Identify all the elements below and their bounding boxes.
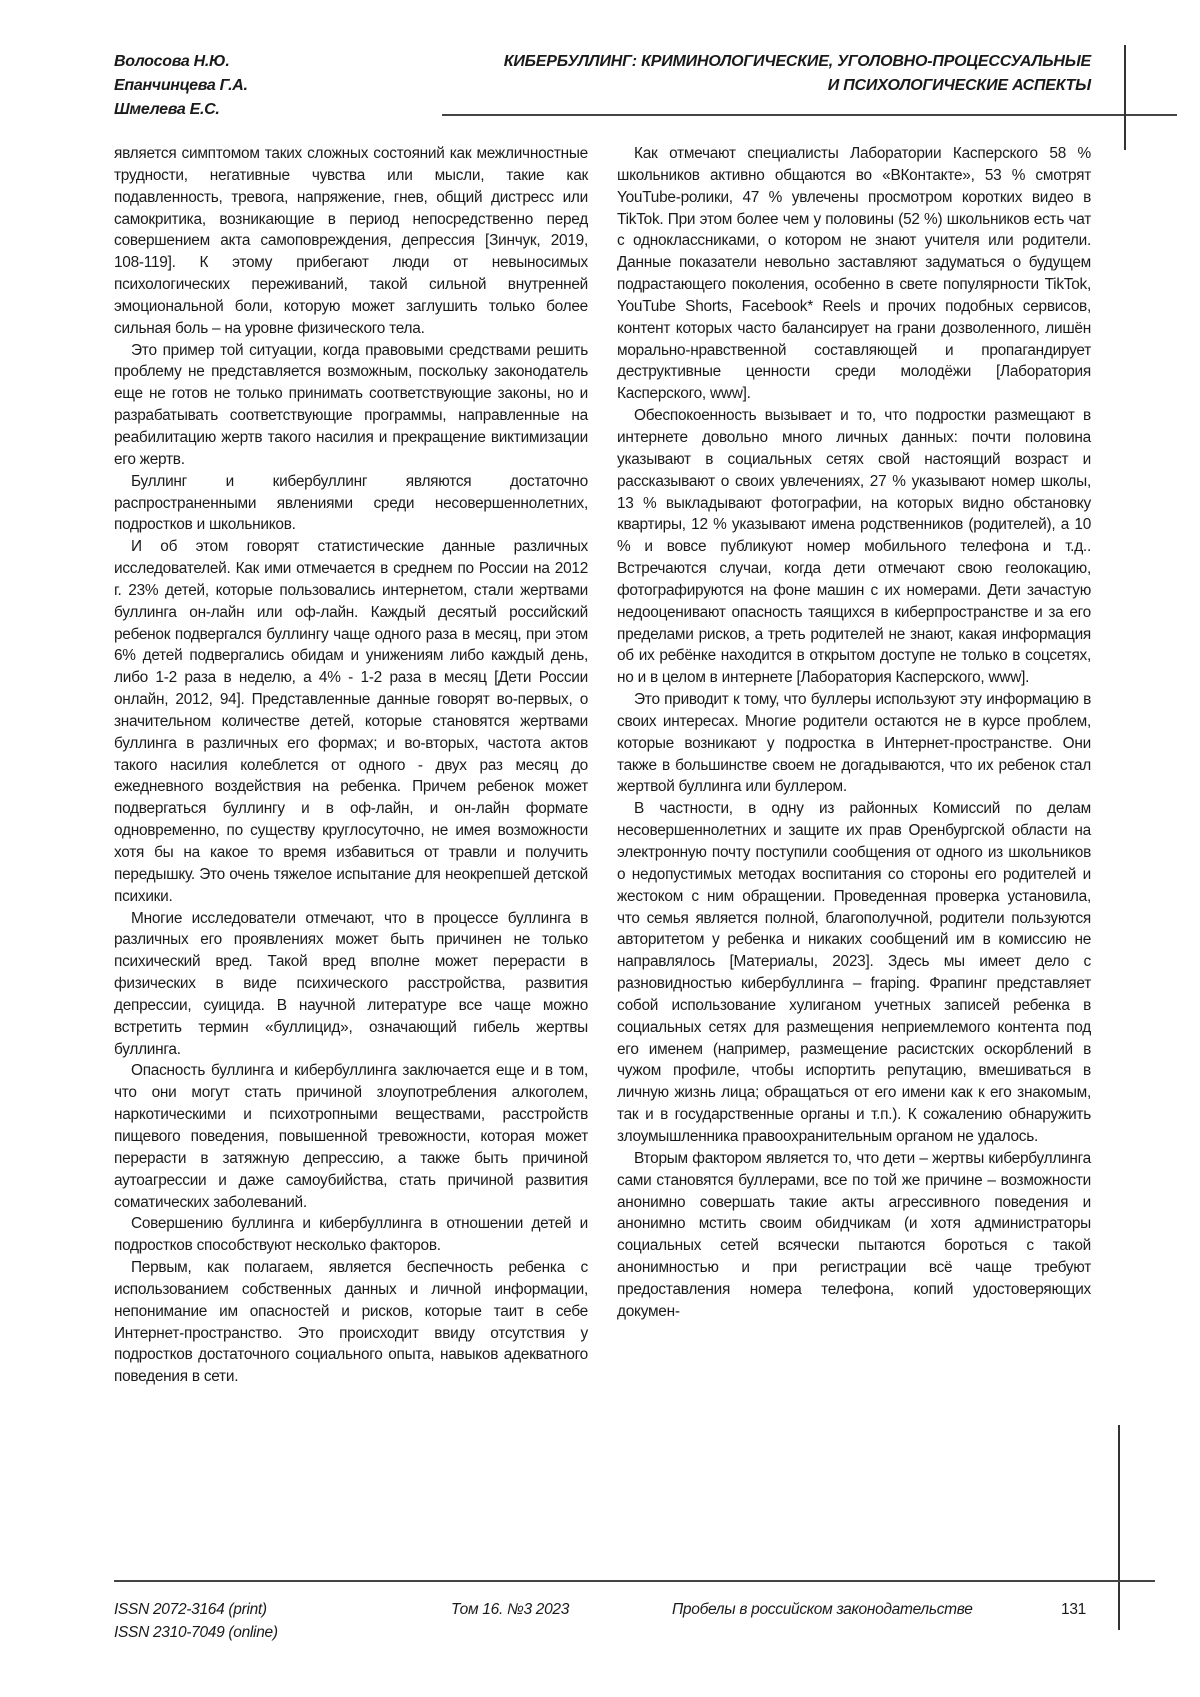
paragraph: Как отмечают специалисты Лаборатории Касперского 58 % школьников активно общаются во «ВКонтакте», 53 % смотрят YouTube-ролики, 47 % увлечены просмотром коротких видео в TikTok. При этом более чем у половины (52 %) школьников есть чат с одноклассниками, о котором не знают учителя или родители. Данные показатели невольно заставляют задуматься о будущем подрастающего поколения, особенно в свете популярности TikTok, YouTube Shorts, Facebook* Reels и прочих подобных сервисов, контент которых часто балансирует на грани дозволенного, лишён морально-нравственной составляющей и пропагандирует деструктивные ценности среди молодёжи [Лаборатория Касперского, www].: [617, 143, 1091, 405]
authors: [114, 50, 248, 122]
paragraph: Это пример той ситуации, когда правовыми средствами решить проблему не представляется возможным, поскольку законодатель еще не готов не только принимать соответствующие законы, но и разрабатывать соответствующие программы, направленные на реабилитацию жертв такого насилия и прекращение виктимизации его жертв.: [114, 340, 588, 471]
page-number: 131: [1061, 1598, 1086, 1621]
title-line-2: И ПСИХОЛОГИЧЕСКИЕ АСПЕКТЫ: [504, 74, 1091, 98]
footer-vertical-rule: [1118, 1425, 1120, 1630]
paragraph: является симптомом таких сложных состояний как межличностные трудности, негативные чувства или мысли, такие как подавленность, тревога, напряжение, гнев, общий дистресс или самокритика, возникающие в период непосредственно перед совершением акта самоповреждения, депрессия [Зинчук, 2019, 108-119]. К этому прибегают люди от невыносимых психологических переживаний, такой сильной внутренней эмоциональной боли, которую может заглушить только более сильная боль – на уровне физического тела.: [114, 143, 588, 340]
paragraph: Обеспокоенность вызывает и то, что подростки размещают в интернете довольно много личных данных: почти половина указывают в социальных сетях свой настоящий возраст и рассказывают о своих увлечениях, 27 % указывают номер школы, 13 % выкладывают фотографии, на которых видно обстановку квартиры, 12 % указывают имена родственников (родителей), а 10 % и вовсе публикуют номер мобильного телефона и т.д.. Встречаются случаи, когда дети отмечают свою геолокацию, фотографируются на фоне машин с их номерами. Дети зачастую недооценивают опасность таящихся в киберпространстве и за его пределами рисков, а треть родителей не знают, какая информация об их ребёнке находится в открытом доступе не только в соцсетях, но и в целом в интернете [Лаборатория Касперского, www].: [617, 405, 1091, 689]
right-column: [617, 143, 1091, 1323]
paragraph: И об этом говорят статистические данные различных исследователей. Как ими отмечается в среднем по России на 2012 г. 23% детей, которые пользовались интернетом, стали жертвами буллинга он-лайн или оф-лайн. Каждый десятый российский ребенок подвергался буллингу чаще одного раза в месяц, при этом 6% детей подвергались обидам и унижениям либо каждый день, либо 1-2 раза в неделю, а 4% - 1-2 раза в месяц [Дети России онлайн, 2012, 94]. Представленные данные говорят во-первых, о значительном количестве детей, которые становятся жертвами буллинга в различных его формах; и во-вторых, частота актов такого насилия колеблется от одного - двух раз месяц до ежедневного воздействия на ребенка. Причем ребенок может подвергаться буллингу и в оф-лайн, и он-лайн формате одновременно, по существу круглосуточно, не имея возможности хотя бы на какое то время избавиться от травли и получить передышку. Это очень тяжелое испытание для неокрепшей детской психики.: [114, 536, 588, 907]
paragraph: Первым, как полагаем, является беспечность ребенка с использованием собственных данных и личной информации, непонимание им опасностей и рисков, которые таит в себе Интернет-пространство. Это происходит ввиду отсутствия у подростков достаточного социального опыта, навыков адекватного поведения в сети.: [114, 1257, 588, 1388]
paragraph: Опасность буллинга и кибербуллинга заключается еще и в том, что они могут стать причиной злоупотребления алкоголем, наркотическими и психотропными веществами, расстройств пищевого поведения, повышенной тревожности, которая может перерасти в затяжную депрессию, а также быть причиной аутоагрессии и даже самоубийства, стать причиной развития соматических заболеваний.: [114, 1060, 588, 1213]
header-divider: [442, 114, 1177, 116]
author-1: Волосова Н.Ю.: [114, 50, 248, 74]
paragraph: Совершению буллинга и кибербуллинга в отношении детей и подростков способствуют несколько факторов.: [114, 1213, 588, 1257]
left-column: [114, 143, 588, 1388]
journal-name: Пробелы в российском законодательстве: [672, 1598, 973, 1621]
volume-issue: Том 16. №3 2023: [451, 1598, 569, 1621]
running-title: [504, 50, 1091, 98]
paragraph: Буллинг и кибербуллинг являются достаточно распространенными явлениями среди несовершеннолетних, подростков и школьников.: [114, 471, 588, 537]
issn-block: [114, 1598, 278, 1644]
issn-online: ISSN 2310-7049 (online): [114, 1621, 278, 1644]
paragraph: В частности, в одну из районных Комиссий по делам несовершеннолетних и защите их прав Оренбургской области на электронную почту поступили сообщения от одного из школьников о недопустимых методах воспитания со стороны его родителей и жестоком с ним обращении. Проведенная проверка установила, что семья является полной, благополучной, родители пользуются авторитетом у ребенка и никаких сообщений им в комиссию не направлялось [Материалы, 2023]. Здесь мы имеет дело с разновидностью кибербуллинга – fraping. Фрапинг представляет собой использование хулиганом учетных записей ребенка в социальных сетях для размещения неприемлемого контента под его именем (например, размещение расистских оскорблений в чужом профиле, чтобы испортить репутацию, вмешиваться в личную жизнь лица; обращаться от его имени как к его знакомым, так и в государственные органы и т.п.). К сожалению обнаружить злоумышленника правоохранительным органом не удалось.: [617, 798, 1091, 1148]
paragraph: Вторым фактором является то, что дети – жертвы кибербуллинга сами становятся буллерами, все по той же причине – возможности анонимно совершать такие акты агрессивного поведения и анонимно мстить своим обидчикам (и хотя администраторы социальных сетей всячески пытаются бороться с такой анонимностью и при регистрации всё чаще требуют предоставления номера телефона, копий удостоверяющих докумен-: [617, 1148, 1091, 1323]
paragraph: Это приводит к тому, что буллеры используют эту информацию в своих интересах. Многие родители остаются не в курсе проблем, которые возникают у подростка в Интернет-пространстве. Они также в большинстве своем не догадываются, что их ребенок стал жертвой буллинга или буллером.: [617, 689, 1091, 798]
footer-divider: [114, 1580, 1155, 1582]
title-line-1: КИБЕРБУЛЛИНГ: КРИМИНОЛОГИЧЕСКИЕ, УГОЛОВНО-ПРОЦЕССУАЛЬНЫЕ: [504, 50, 1091, 74]
issn-print: ISSN 2072-3164 (print): [114, 1598, 278, 1621]
author-3: Шмелева Е.С.: [114, 98, 248, 122]
header-vertical-rule: [1124, 45, 1126, 150]
paragraph: Многие исследователи отмечают, что в процессе буллинга в различных его проявлениях может быть причинен не только психический вред. Такой вред вполне может перерасти в физических в виде психического расстройства, развития депрессии, суицида. В научной литературе все чаще можно встретить термин «буллицид», означающий гибель жертвы буллинга.: [114, 908, 588, 1061]
author-2: Епанчинцева Г.А.: [114, 74, 248, 98]
